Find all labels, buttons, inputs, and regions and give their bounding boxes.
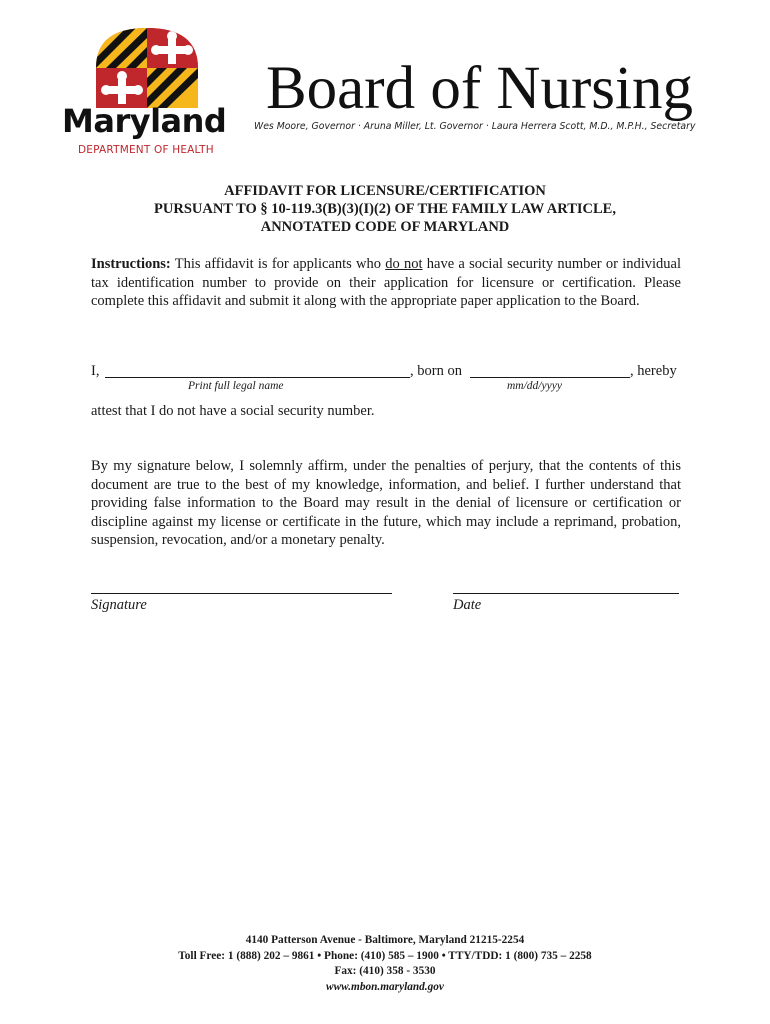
form-heading-line-1: AFFIDAVIT FOR LICENSURE/CERTIFICATION xyxy=(224,183,546,199)
instructions-emphasis: do not xyxy=(385,256,423,272)
attest-born-on: , born on xyxy=(410,363,462,379)
logo-department-text: DEPARTMENT OF HEALTH xyxy=(78,144,214,156)
footer-contact-block xyxy=(60,933,710,995)
name-field-caption: Print full legal name xyxy=(188,380,284,392)
page-title: Board of Nursing xyxy=(266,55,693,122)
form-heading-line-2: PURSUANT TO § 10-119.3(B)(3)(I)(2) OF THE FAMILY LAW ARTICLE, xyxy=(154,201,616,217)
footer-phone-numbers: Toll Free: 1 (888) 202 – 9861 • Phone: (410) 585 – 1900 • TTY/TDD: 1 (800) 735 – 2258 xyxy=(178,949,592,962)
form-heading xyxy=(80,182,690,236)
footer-address: 4140 Patterson Avenue - Baltimore, Maryland 21215-2254 xyxy=(245,934,525,946)
full-legal-name-field[interactable] xyxy=(105,377,410,378)
form-heading-line-3: ANNOTATED CODE OF MARYLAND xyxy=(260,219,510,235)
footer-website-link[interactable]: www.mbon.maryland.gov xyxy=(326,980,444,993)
attest-prefix: I, xyxy=(91,363,100,379)
date-label: Date xyxy=(453,597,482,613)
signature-label: Signature xyxy=(91,597,147,613)
footer-fax: Fax: (410) 358 - 3530 xyxy=(334,965,436,977)
instructions-text-1: This affidavit is for applicants who xyxy=(170,256,386,272)
attest-statement: attest that I do not have a social security number. xyxy=(91,403,375,419)
birth-date-field[interactable] xyxy=(470,377,630,378)
instructions-text-2: have a social security number or individual tax identification number to provide on their application for licensure or certification. Please complete this affidavit and submit it along with the appropriate paper application to the Board. xyxy=(91,256,681,309)
maryland-department-of-health-logo xyxy=(62,28,237,158)
instructions-label: Instructions: xyxy=(91,256,171,272)
signature-date-field[interactable] xyxy=(453,593,679,594)
instructions-paragraph xyxy=(91,255,681,311)
logo-wordmark: Maryland xyxy=(62,102,227,140)
maryland-flag-emblem-icon xyxy=(96,28,198,108)
attest-hereby: , hereby xyxy=(630,363,677,379)
affirmation-paragraph: By my signature below, I solemnly affirm, under the penalties of perjury, that the contents of this document are true to the best of my knowledge, information, and belief. I further understand that providing false information to the Board may result in the denial of licensure or certification or discipline against my license or certificate in the future, which may include a reprimand, probation, suspension, revocation, and/or a monetary penalty. xyxy=(91,458,681,548)
officials-line: Wes Moore, Governor · Aruna Miller, Lt. Governor · Laura Herrera Scott, M.D., M.P.H., Secretary xyxy=(254,121,696,132)
date-field-caption: mm/dd/yyyy xyxy=(507,380,562,392)
signature-field[interactable] xyxy=(91,593,392,594)
